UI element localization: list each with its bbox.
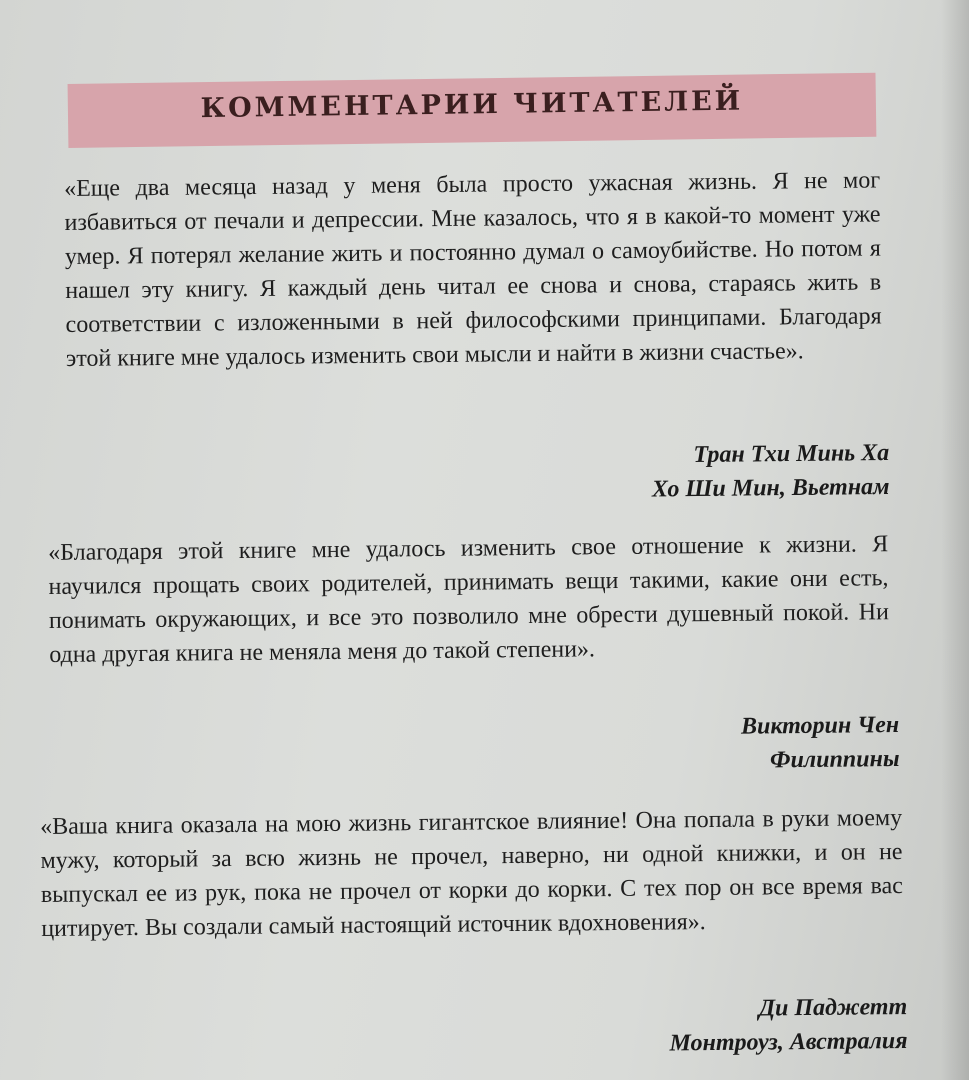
comment-text: «Ваша книга оказала на мою жизнь гигантское влияние! Она попала в руки моему мужу, который за всю жизнь не прочел, наверно, ни одной книжки, и он не выпускал ее из рук, пока не прочел от корки до корки. С тех пор он все время вас цитирует. Вы создали самый настоящий источник вдохновения». — [40, 804, 903, 942]
comment-attribution — [489, 436, 890, 508]
comment-author: Тран Тхи Минь Ха — [693, 439, 890, 469]
comment-text: «Благодаря этой книге мне удалось изменить свое отношение к жизни. Я научился прощать своих родителей, принимать вещи такими, какие они есть, понимать окружающих, и все это позволило мне обрести душевный покой. Ни одна другая книга не меняла меня до такой степени». — [48, 531, 889, 668]
comment-location: Филиппины — [769, 745, 900, 774]
reader-comment — [40, 801, 903, 946]
section-title: КОММЕНТАРИИ ЧИТАТЕЛЕЙ — [200, 85, 744, 125]
comment-attribution — [499, 708, 900, 780]
comment-location: Хо Ши Мин, Вьетнам — [651, 473, 890, 503]
comment-text: «Еще два месяца назад у меня была просто ужасная жизнь. Я не мог избавиться от печали и депрессии. Мне казалось, что я в какой-то момент уже умер. Я потерял желание жить и постоянно думал о самоубийстве. Но потом я нашел эту книгу. Я каждый день читал ее снова и снова, стараясь жить в соответствии с изложенными в ней философскими принципами. Благодаря этой книге мне удалось изменить свои мысли и найти в жизни счастье». — [64, 167, 882, 372]
comment-author: Викторин Чен — [740, 711, 900, 740]
reader-comment — [48, 527, 889, 672]
comment-location: Монтроуз, Австралия — [669, 1027, 908, 1057]
comment-attribution — [507, 990, 908, 1062]
comment-author: Ди Паджетт — [758, 993, 908, 1022]
reader-comment — [64, 163, 882, 376]
